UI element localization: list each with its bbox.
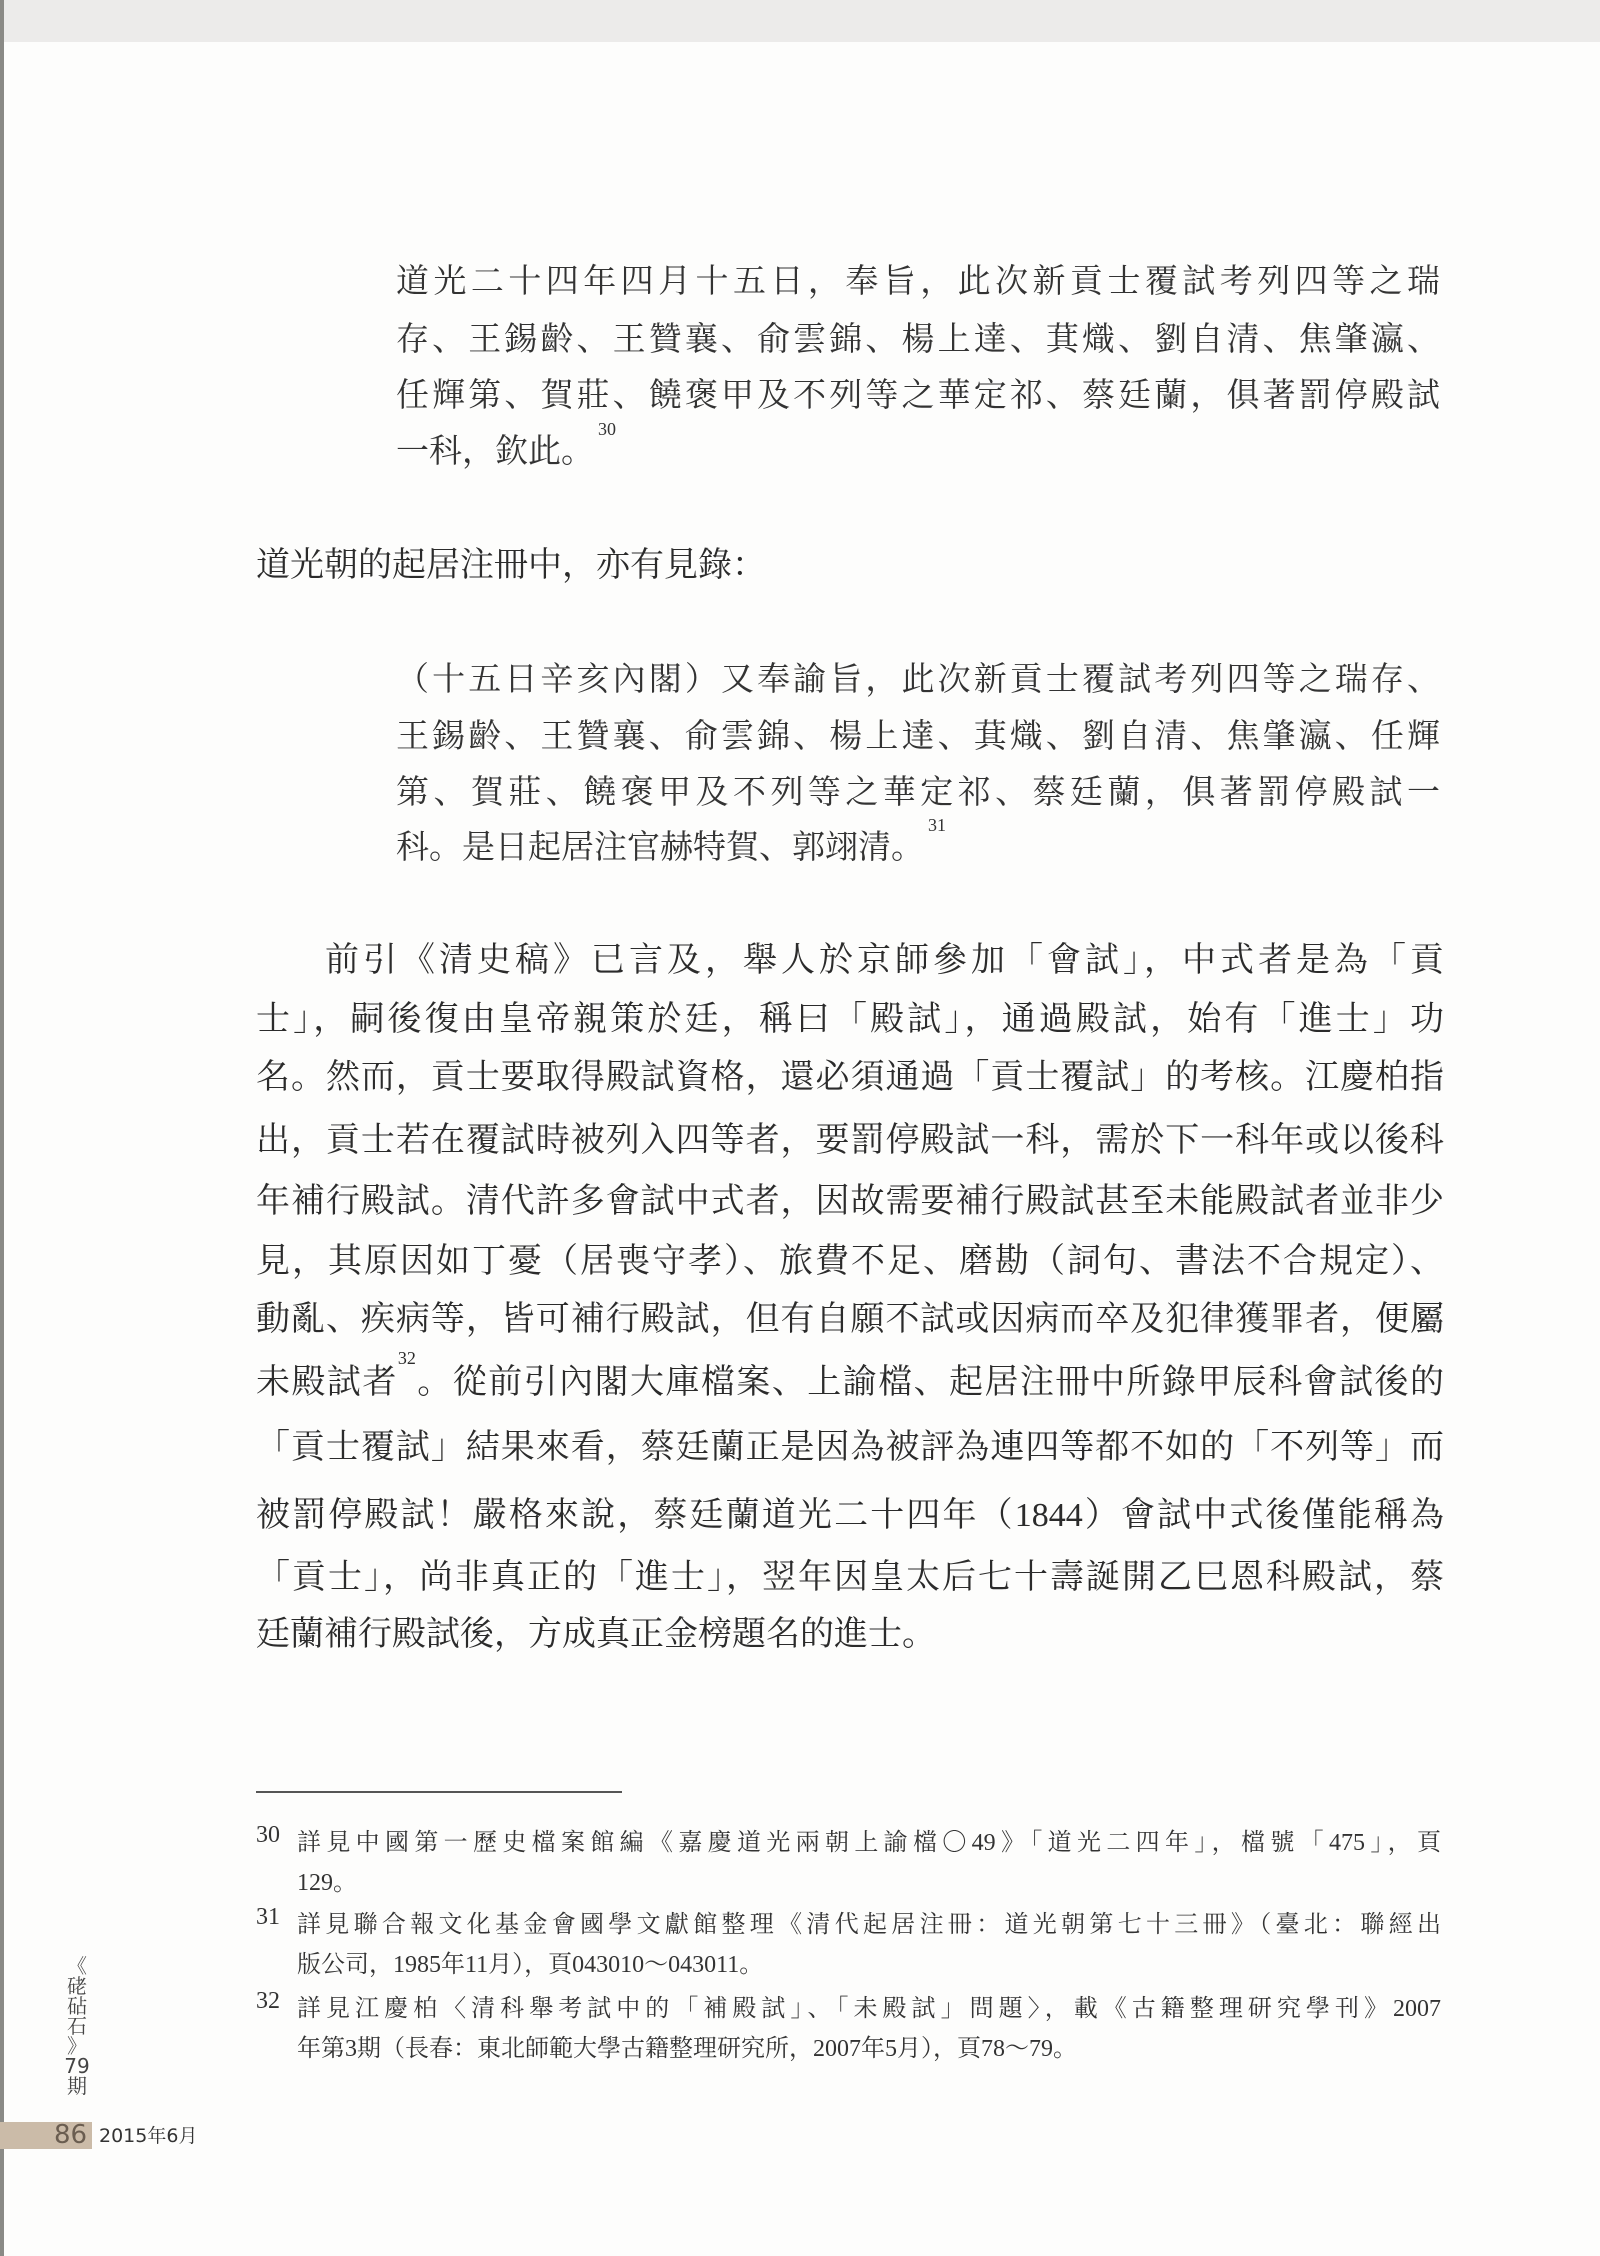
lead-sentence: 道光朝的起居注冊中，亦有見錄： (256, 547, 766, 584)
journal-char: 《 (67, 1954, 87, 1978)
paragraph-line: 廷蘭補行殿試後，方成真正金榜題名的進士。 (256, 1616, 936, 1653)
paragraph-line: 「貢士覆試」結果來看，蔡廷蘭正是因為被評為連四等都不如的「不列等」而 (256, 1429, 1444, 1466)
paragraph-line (256, 1348, 1445, 1403)
journal-char: 砧 (67, 1994, 87, 2018)
issue-date: 2015年6月 (99, 2125, 198, 2147)
quote-line: 第、賀莊、饒褒甲及不列等之華定祁、蔡廷蘭，俱著罰停殿試一 (396, 772, 1440, 811)
footnote-line: 129。 (297, 1870, 357, 1896)
paragraph-text: 。從前引內閣大庫檔案、上諭檔、起居注冊中所錄甲辰科會試後的 (415, 1364, 1445, 1401)
paragraph-line: 出，貢士若在覆試時被列入四等者，要罰停殿試一科，需於下一科年或以後科 (256, 1122, 1444, 1159)
quote-text: 科。是日起居注官赫特賀、郭翊清。 (396, 827, 924, 866)
quote-line: 任輝第、賀莊、饒褒甲及不列等之華定祁、蔡廷蘭，俱著罰停殿試 (396, 375, 1440, 414)
footnote-line: 詳見江慶柏〈清科舉考試中的「補殿試」、「未殿試」問題〉，載《古籍整理研究學刊》2007 (297, 1996, 1441, 2022)
journal-char: 硓 (67, 1974, 87, 1998)
quote-text: 一科，欽此。 (396, 431, 594, 470)
footnote-ref: 32 (397, 1348, 416, 1368)
paragraph-line: 年補行殿試。清代許多會試中式者，因故需要補行殿試甚至未能殿試者並非少 (256, 1183, 1444, 1220)
journal-char: 石 (67, 2014, 87, 2038)
quote-line (396, 419, 1440, 472)
footnote-divider (256, 1791, 622, 1793)
journal-char: 79 (64, 2054, 90, 2078)
paragraph-line: 「貢士」，尚非真正的「進士」，翌年因皇太后七十壽誕開乙巳恩科殿試，蔡 (256, 1559, 1444, 1596)
scan-top-band (0, 0, 1600, 42)
journal-char: 期 (67, 2074, 87, 2098)
quote-line: 存、王錫齡、王贊襄、俞雲錦、楊上達、萁熾、劉自清、焦肇瀛、 (396, 319, 1440, 358)
quote-line (396, 815, 1440, 868)
footnote-ref: 30 (598, 419, 616, 439)
quote-line: 道光二十四年四月十五日，奉旨，此次新貢士覆試考列四等之瑞 (396, 261, 1440, 300)
journal-title-vertical (64, 1956, 90, 2096)
paragraph-line: 被罰停殿試！嚴格來說，蔡廷蘭道光二十四年（1844）會試中式後僅能稱為 (256, 1497, 1444, 1534)
page-number: 86 (54, 2120, 88, 2150)
paragraph-text: 未殿試者 (256, 1364, 398, 1401)
footnote-line: 年第3期（長春：東北師範大學古籍整理研究所，2007年5月），頁78～79。 (297, 2036, 1077, 2062)
footnote-line: 詳見聯合報文化基金會國學文獻館整理《清代起居注冊：道光朝第七十三冊》（臺北：聯經出 (297, 1912, 1441, 1938)
footnote-line: 詳見中國第一歷史檔案館編《嘉慶道光兩朝上諭檔〇49》「道光二四年」，檔號「475」，頁 (297, 1830, 1441, 1856)
paragraph-line: 名。然而，貢士要取得殿試資格，還必須通過「貢士覆試」的考核。江慶柏指 (256, 1059, 1444, 1096)
journal-char: 》 (67, 2034, 87, 2058)
paragraph-line: 見，其原因如丁憂（居喪守孝）、旅費不足、磨勘（詞句、書法不合規定）、 (256, 1243, 1444, 1280)
footnote-line: 版公司，1985年11月），頁043010～043011。 (297, 1952, 764, 1978)
paragraph-line: 前引《清史稿》已言及，舉人於京師參加「會試」，中式者是為「貢 (325, 942, 1444, 979)
paragraph-line: 士」，嗣後復由皇帝親策於廷，稱曰「殿試」，通過殿試，始有「進士」功 (256, 1001, 1444, 1038)
quote-line: 王錫齡、王贊襄、俞雲錦、楊上達、萁熾、劉自清、焦肇瀛、任輝 (396, 716, 1440, 755)
footnote-ref: 31 (928, 815, 946, 835)
quote-line: （十五日辛亥內閣）又奉諭旨，此次新貢士覆試考列四等之瑞存、 (396, 659, 1440, 698)
paragraph-line: 動亂、疾病等，皆可補行殿試，但有自願不試或因病而卒及犯律獲罪者，便屬 (256, 1301, 1444, 1338)
page-edge (0, 0, 4, 2256)
